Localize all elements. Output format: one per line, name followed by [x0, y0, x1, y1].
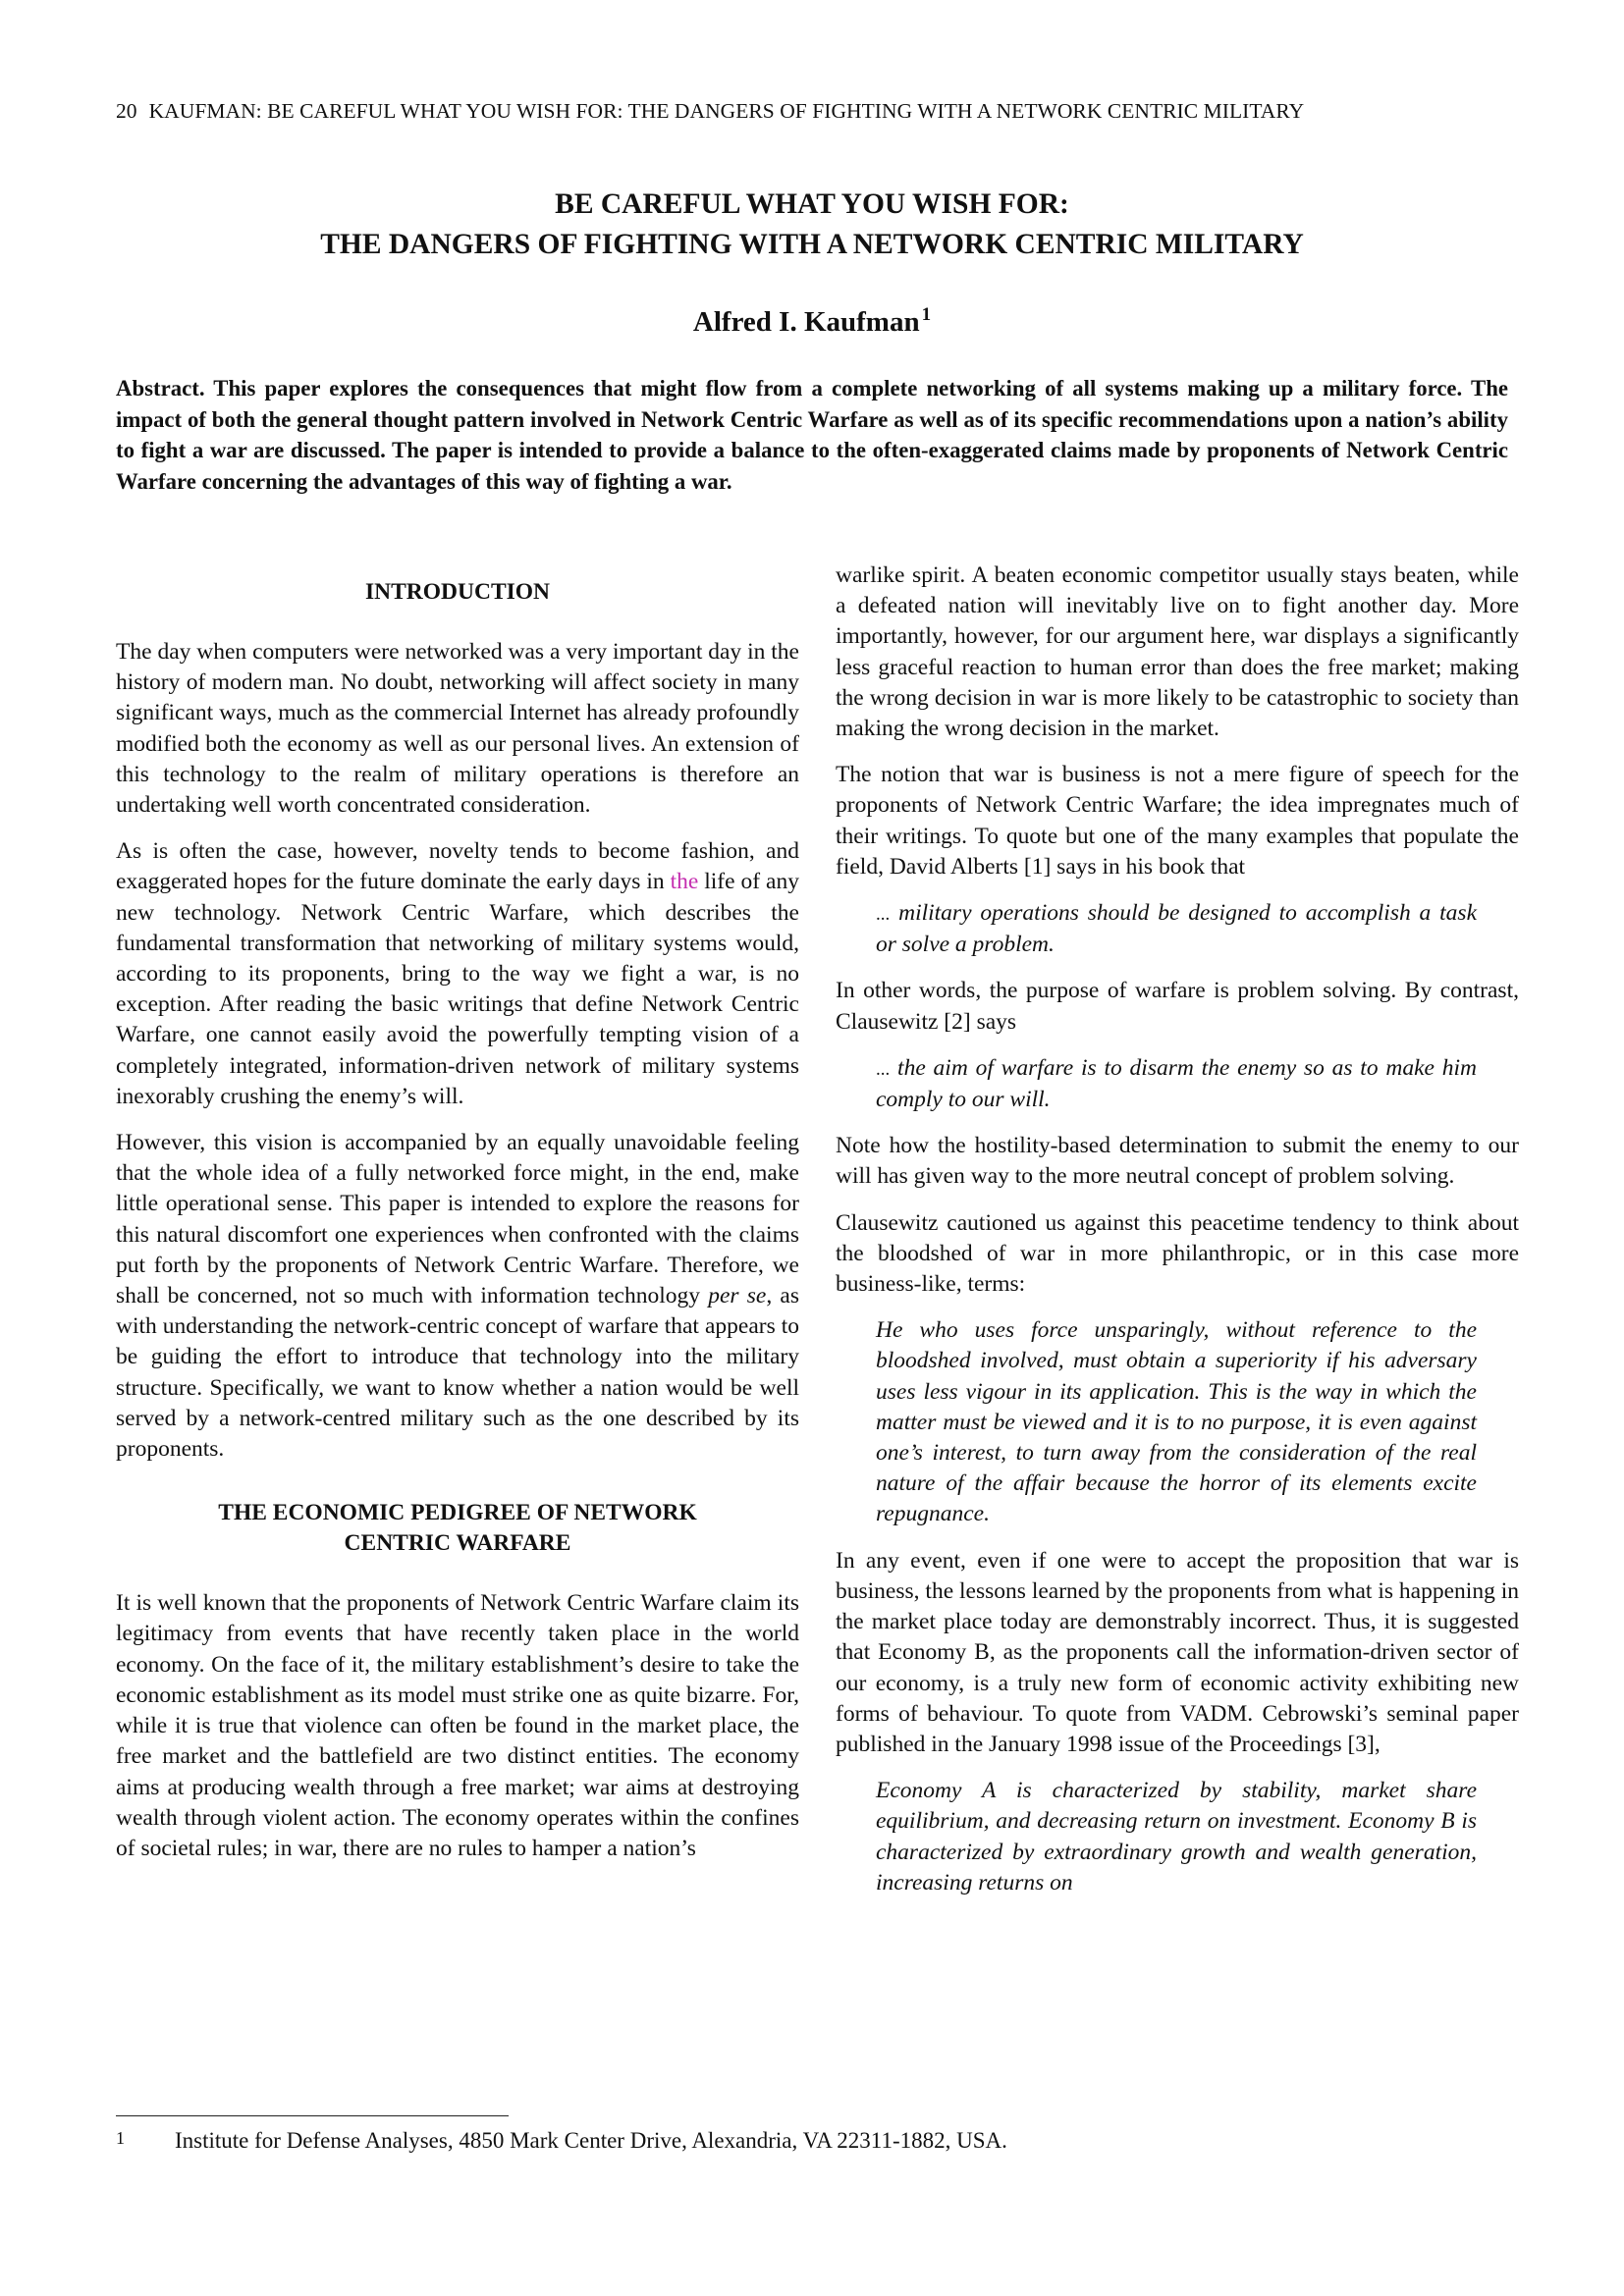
- title-line-2: THE DANGERS OF FIGHTING WITH A NETWORK CENTRIC MILITARY: [320, 229, 1304, 260]
- footnote-text: Institute for Defense Analyses, 4850 Mark Center Drive, Alexandria, VA 22311-1882, USA.: [175, 2128, 1007, 2153]
- intro-paragraph-1: The day when computers were networked was a very important day in the history of modern man. No doubt, networking will affect society in many significant ways, much as the commercial Internet has already profoundly modified both the economy as well as our personal lives. An extension of this technology to the realm of military operations is therefore an undertaking well worth concentrated consideration.: [116, 639, 799, 819]
- pedigree-paragraph-2: warlike spirit. A beaten economic competitor usually stays beaten, while a defeated nation will inevitably live on to fight another day. More importantly, however, for our argument here, war displays a significantly less graceful reaction to human error than does the free market; making the wrong decision in war is more likely to be catastrophic to society than making the wrong decision in the market.: [836, 562, 1519, 742]
- block-quote-clausewitz-long: He who uses force unsparingly, without reference to the bloodshed involved, must obtain a superiority if his adversary uses less vigour in its application. This is the way in which the matter must be viewed and it is to no purpose, it is even against one’s interest, to turn away from the consideration of the real nature of the affair because the horror of its elements excite repugnance.: [876, 1317, 1477, 1527]
- author-footnote-mark: 1: [921, 304, 932, 326]
- quote-ellipsis: ...: [876, 904, 891, 926]
- section-heading-introduction: INTRODUCTION: [364, 579, 551, 605]
- intro-p3-text-a: However, this vision is accompanied by an equally unavoidable feeling that the whole idea of a fully networked force might, in the end, make little operational sense. This paper is intended to explore the reasons for this natural discomfort one experiences when confronted with the claims put forth by the proponents of Network Centric Warfare. Therefore, we shall be concerned, not so much with information technology: [116, 1130, 799, 1309]
- pedigree-paragraph-1: It is well known that the proponents of Network Centric Warfare claim its legitimacy from events that have recently taken place in the world economy. On the face of it, the military establishment’s desire to take the economic establishment as its model must strike one as quite bizarre. For, while it is true that violence can often be found in the market place, the free market and the battlefield are two distinct entities. The economy aims at producing wealth through a free market; war aims at destroying wealth through violent action. The economy operates within the confines of societal rules; in war, there are no rules to hamper a nation’s: [116, 1590, 799, 1861]
- footnote: [116, 2128, 1007, 2154]
- pedigree-paragraph-3: The notion that war is business is not a mere figure of speech for the proponents of Network Centric Warfare; the idea impregnates much of their writings. To quote but one of the many examples that populate the field, David Alberts [1] says in his book that: [836, 762, 1519, 880]
- pedigree-paragraph-5: Note how the hostility-based determination to submit the enemy to our will has given way to the more neutral concept of problem solving.: [836, 1133, 1519, 1190]
- abstract: Abstract. This paper explores the consequences that might flow from a complete networking of all systems making up a military force. The impact of both the general thought pattern involved in Network Centric Warfare as well as of its specific recommendations upon a nation’s ability to fight a war are discussed. The paper is intended to provide a balance to the often-exaggerated claims made by proponents of Network Centric Warfare concerning the advantages of this way of fighting a war.: [116, 376, 1508, 494]
- highlighted-word: the: [670, 869, 699, 895]
- intro-paragraph-2: [116, 836, 799, 1112]
- heading-line-1: THE ECONOMIC PEDIGREE OF NETWORK: [218, 1500, 697, 1526]
- footnote-number: 1: [116, 2128, 125, 2148]
- running-head: [116, 99, 1530, 124]
- quote-text: the aim of warfare is to disarm the enemy so as to make him comply to our will.: [876, 1054, 1477, 1113]
- intro-paragraph-3: [116, 1128, 799, 1465]
- pedigree-paragraph-4: In other words, the purpose of warfare is problem solving. By contrast, Clausewitz [2] says: [836, 978, 1519, 1035]
- running-head-text: KAUFMAN: BE CAREFUL WHAT YOU WISH FOR: THE DANGERS OF FIGHTING WITH A NETWORK CENTRIC MILITARY: [148, 99, 1305, 123]
- block-quote-clausewitz: [876, 1053, 1477, 1115]
- quote-ellipsis: ...: [876, 1058, 891, 1080]
- intro-p2-text-a: As is often the case, however, novelty tends to become fashion, and exaggerated hopes for the future dominate the early days in: [116, 838, 799, 895]
- intro-p2-text-b: life of any new technology. Network Centric Warfare, which describes the fundamental transformation that networking of military systems would, according to its proponents, bring to the way we fight a war, is no exception. After reading the basic writings that define Network Centric Warfare, one cannot easily avoid the powerfully tempting vision of a completely integrated, information-driven network of military systems inexorably crushing the enemy’s will.: [116, 869, 799, 1109]
- paper-title: [116, 185, 1508, 265]
- left-column: [116, 558, 799, 1864]
- intro-p3-emphasis: per se: [708, 1283, 767, 1309]
- footnote-divider: [116, 2115, 509, 2116]
- title-line-1: BE CAREFUL WHAT YOU WISH FOR:: [555, 188, 1069, 220]
- author-name: Alfred I. Kaufman: [692, 306, 920, 338]
- intro-p3-text-b: , as with understanding the network-centric concept of warfare that appears to be guiding the effort to introduce that technology into the military structure. Specifically, we want to know whether a nation would be well served by a network-centred military such as the one described by its proponents.: [116, 1283, 799, 1463]
- pedigree-paragraph-7: In any event, even if one were to accept the proposition that war is business, the lessons learned by the proponents from what is happening in the market place today are demonstrably incorrect. Thus, it is suggested that Economy B, as the proponents call the information-driven sector of our economy, is a truly new form of economic activity exhibiting new forms of behaviour. To quote from VADM. Cebrowski’s seminal paper published in the January 1998 issue of the Proceedings [3],: [836, 1547, 1519, 1757]
- right-column: [836, 561, 1519, 1914]
- block-quote-cebrowski: Economy A is characterized by stability, market share equilibrium, and decreasing return on investment. Economy B is characterized by extraordinary growth and wealth generation, increasing returns on: [876, 1778, 1477, 1896]
- page-number: 20: [116, 99, 137, 123]
- section-heading-economic-pedigree: [116, 1498, 799, 1559]
- block-quote-alberts: [876, 898, 1477, 960]
- author: [116, 306, 1508, 339]
- quote-text: military operations should be designed to accomplish a task or solve a problem.: [876, 900, 1477, 958]
- pedigree-paragraph-6: Clausewitz cautioned us against this peacetime tendency to think about the bloodshed of war in more philanthropic, or in this case more business-like, terms:: [836, 1209, 1519, 1298]
- heading-line-2: CENTRIC WARFARE: [344, 1530, 571, 1557]
